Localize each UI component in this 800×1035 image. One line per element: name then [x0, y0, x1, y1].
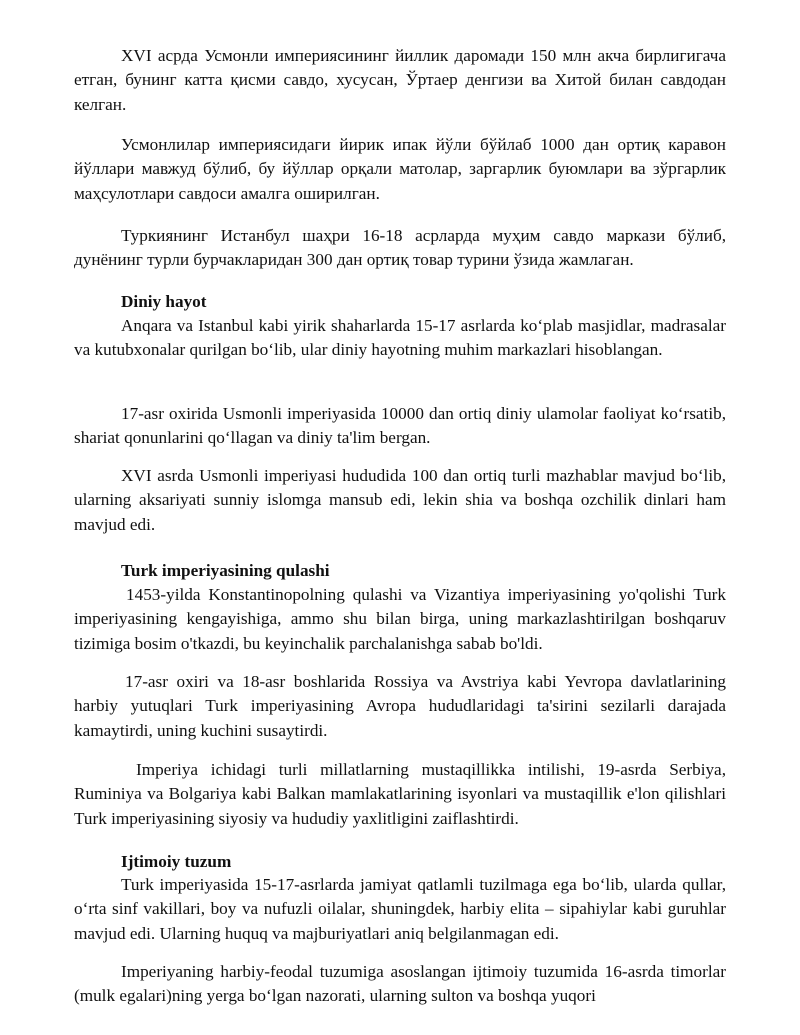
paragraph-sects: XVI asrda Usmonli imperiyasi hududida 100 dan ortiq turli mazhablar mavjud bo‘lib, ularning aksariyati sunniy islomga mansub edi, lekin shia va boshqa ozchilik dinlari ham mavjud edi. [74, 466, 726, 534]
heading-religious-life: Diniy hayot [121, 292, 207, 311]
paragraph-constantinople: 1453-yilda Konstantinopolning qulashi va Vizantiya imperiyasining yo'qolishi Turk imperiyasining kengayishiga, ammo shu bilan birga, uning markazlashtirilgan boshqaruv tizimiga bosim o'tkazdi, bu keyinchalik parchalanishga sabab bo'ldi. [74, 585, 726, 653]
paragraph-silk-road: Усмонлилар империясидаги йирик ипак йўли бўйлаб 1000 дан ортиқ каравон йўллари мавжуд бўлиб, бу йўллар орқали матолар, заргарлик буюмлари ва зўргарлик маҳсулотлари савдоси амалга оширилган. [74, 135, 726, 203]
paragraph-european-powers: 17-asr oxiri va 18-asr boshlarida Rossiya va Avstriya kabi Yevropa davlatlarining harbiy yutuqlari Turk imperiyasining Avropa hududlaridagi ta'sirini sezilarli darajada kamaytirdi, uning kuchini susaytirdi. [74, 672, 726, 740]
paragraph-mosques: Anqara va Istanbul kabi yirik shaharlarda 15-17 asrlarda ko‘plab masjidlar, madrasalar va kutubxonalar qurilgan bo‘lib, ular diniy hayotning muhim markazlari hisoblangan. [74, 316, 726, 360]
paragraph-nationalism: Imperiya ichidagi turli millatlarning mustaqillikka intilishi, 19-asrda Serbiya, Ruminiya va Bolgariya kabi Balkan mamlakatlarining isyonlari va mustaqillik e'lon qilishlari Turk imperiyasining siyosiy va hududiy yaxlitligini zaiflashtirdi. [74, 760, 726, 828]
heading-empire-decline: Turk imperiyasining qulashi [121, 561, 330, 580]
paragraph-ulama: 17-asr oxirida Usmonli imperiyasida 10000 dan ortiq diniy ulamolar faoliyat ko‘rsatib, shariat qonunlarini qo‘llagan va diniy ta'lim bergan. [74, 404, 726, 448]
heading-social-structure: Ijtimoiy tuzum [121, 852, 232, 871]
paragraph-social-layers: Turk imperiyasida 15-17-asrlarda jamiyat qatlamli tuzilmaga ega bo‘lib, ularda qullar, o‘rta sinf vakillari, boy va nufuzli oilalar, shuningdek, harbiy elita – sipahiylar kabi guruhlar mavjud edi. Ularning huquq va majburiyatlari aniq belgilanmagan edi. [74, 875, 726, 943]
paragraph-feudal-system: Imperiyaning harbiy-feodal tuzumiga asoslangan ijtimoiy tuzumida 16-asrda timorlar (mulk egalari)ning yerga bo‘lgan nazorati, ularning sulton va boshqa yuqori [74, 962, 726, 1006]
paragraph-istanbul-trade: Туркиянинг Истанбул шаҳри 16-18 асрларда муҳим савдо маркази бўлиб, дунёнинг турли бурчакларидан 300 дан ортиқ товар турини ўзида жамлаган. [74, 226, 726, 270]
paragraph-ottoman-income: XVI асрда Усмонли империясининг йиллик даромади 150 млн акча бирлигигача етган, бунинг катта қисми савдо, хусусан, Ўртаер денгизи ва Хитой билан савдодан келган. [74, 46, 726, 114]
